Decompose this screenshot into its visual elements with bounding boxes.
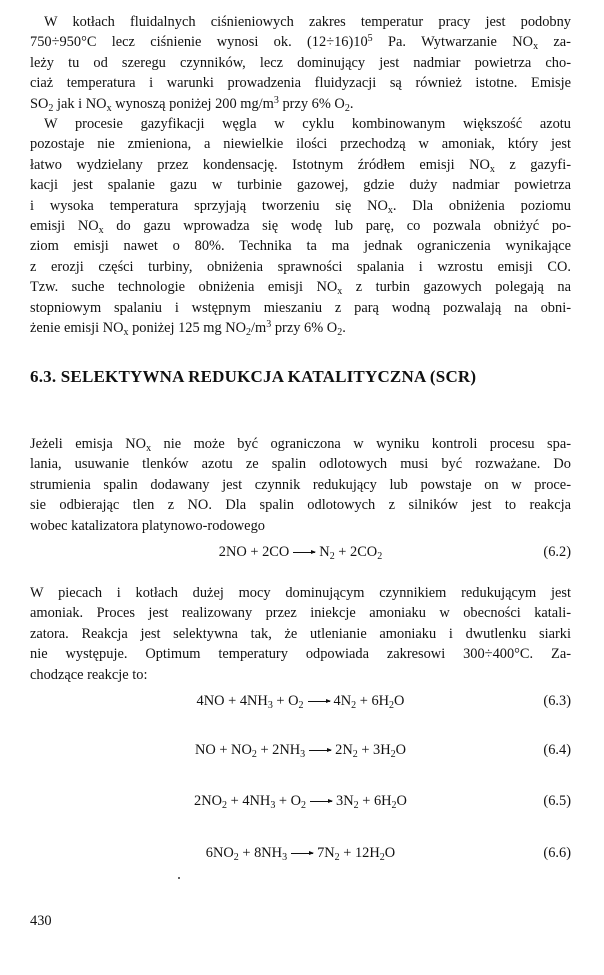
text-line: łatwo wydzielany przez kondensację. Istotnym źródłem emisji $NO_x$ z gazyfi- xyxy=(30,156,571,175)
reaction-arrow-icon xyxy=(308,701,330,702)
text-line: żenie emisji $NO_x$ poniżej 125 mg $NO_2/m^3$ przy 6% $O_2$. xyxy=(30,319,346,339)
text-line: ziom emisji nawet o 80%. Technika ta ma jednak ograniczenia wynikające xyxy=(30,238,571,255)
text-line: $SO_2$ jak i $NO_x$ wynoszą poniżej 200 $mg/m^3$ przy 6% $O_2$. xyxy=(30,94,354,114)
text-line: chodzące reakcje to: xyxy=(30,666,148,683)
paragraph-coal-gasification xyxy=(30,114,571,338)
stray-mark xyxy=(178,877,180,879)
text-line: W procesie gazyfikacji węgla w cyklu kombinowanym większość azotu xyxy=(44,116,571,132)
equation-formula: $4NO + 4NH_3 + O_2$ $4N_2 + 6H_2O$ xyxy=(196,693,405,711)
text-line: 750÷950°C lecz ciśnienie wynosi ok. $(12\div 16)10^5$ Pa. Wytwarzanie $NO_x$ za- xyxy=(30,33,571,53)
paragraph-ammonia xyxy=(30,583,571,685)
text-line: sie odbierając tlen z NO. Dla spalin odlotowych z silników jest to reakcja xyxy=(30,497,571,514)
equation-6-5 xyxy=(30,793,571,815)
text-line: wobec katalizatora platynowo-rodowego xyxy=(30,517,265,534)
text-line: W piecach i kotłach dużej mocy dominującym czynnikiem redukującym jest xyxy=(30,585,571,601)
text-line: stopniowym spalaniu i wstępnym mieszaniu z parą wodną pozwalają na obni- xyxy=(30,299,571,316)
equation-number: (6.2) xyxy=(543,544,571,560)
equation-number: (6.5) xyxy=(543,793,571,809)
text-line: emisji $NO_x$ do gazu wprowadza się wodę lub parę, co pozwala obniżyć po- xyxy=(30,218,572,237)
equation-6-3 xyxy=(30,693,571,715)
text-line: i wysoka temperatura sprzyjają tworzeniu się $NO_x$. Dla obniżenia poziomu xyxy=(30,197,571,216)
paragraph-fluidized-boilers xyxy=(30,12,571,114)
equation-6-2 xyxy=(30,544,571,566)
text-line: strumienia spalin dodawany jest czynnik redukujący lub powstaje on w proce- xyxy=(30,476,571,493)
equation-formula: $2NO_2 + 4NH_3 + O_2$ $3N_2 + 6H_2O$ xyxy=(194,793,407,811)
text-line: nie występuje. Optimum temperatury odpowiada zakresowi 300÷400°C. Za- xyxy=(30,646,571,663)
text-line: z erozji części turbiny, obniżenia sprawności spalania i wzrostu emisji CO. xyxy=(30,258,571,275)
text-line: kacji jest spalanie gazu w turbinie gazowej, gdzie duży nadmiar powietrza xyxy=(30,177,571,194)
text-line: W kotłach fluidalnych ciśnieniowych zakres temperatur pracy jest podobny xyxy=(44,14,571,30)
reaction-arrow-icon xyxy=(310,801,332,802)
equation-formula: $6NO_2 + 8NH_3$ $7N_2 + 12H_2O$ xyxy=(205,845,396,863)
text-line: amoniak. Proces jest realizowany przez iniekcje amoniaku w obecności katali- xyxy=(30,605,571,622)
equation-formula: 2NO + 2CO $N_2 + 2CO_2$ xyxy=(218,544,383,562)
text-line: zatora. Reakcja jest selektywna tak, że utlenianie amoniaku i dwutlenku siarki xyxy=(30,625,571,642)
text-line: ciaż temperatura i warunki prowadzenia fluidyzacji są również istotne. Emisje xyxy=(30,75,571,92)
equation-6-4 xyxy=(30,742,571,764)
equation-formula: NO + $NO_2 + 2NH_3$ $2N_2 + 3H_2O$ xyxy=(194,742,407,760)
page-number: 430 xyxy=(30,913,52,929)
text-line: Jeżeli emisja $NO_x$ nie może być ograniczona w wyniku kontroli procesu spa- xyxy=(30,436,572,454)
text-line: lania, usuwanie tlenków azotu ze spalin odlotowych musi być rozważane. Do xyxy=(30,456,571,473)
equation-6-6 xyxy=(30,845,571,867)
paragraph-scr-intro xyxy=(30,434,571,536)
reaction-arrow-icon xyxy=(293,552,315,553)
text-line: Tzw. suche technologie obniżenia emisji $NO_x$ z turbin gazowych polegają na xyxy=(30,279,571,298)
reaction-arrow-icon xyxy=(291,853,313,854)
equation-number: (6.6) xyxy=(543,845,571,861)
equation-number: (6.3) xyxy=(543,693,571,709)
text-line: leży tu od szeregu czynników, lecz dominujący jest nadmiar powietrza cho- xyxy=(30,54,571,71)
text-line: pozostaje nie zmieniona, a niewielkie ilości przechodzą w amoniak, który jest xyxy=(30,136,571,153)
reaction-arrow-icon xyxy=(309,750,331,751)
equation-number: (6.4) xyxy=(543,742,571,758)
section-heading: 6.3. SELEKTYWNA REDUKCJA KATALITYCZNA (SCR) xyxy=(30,367,477,386)
